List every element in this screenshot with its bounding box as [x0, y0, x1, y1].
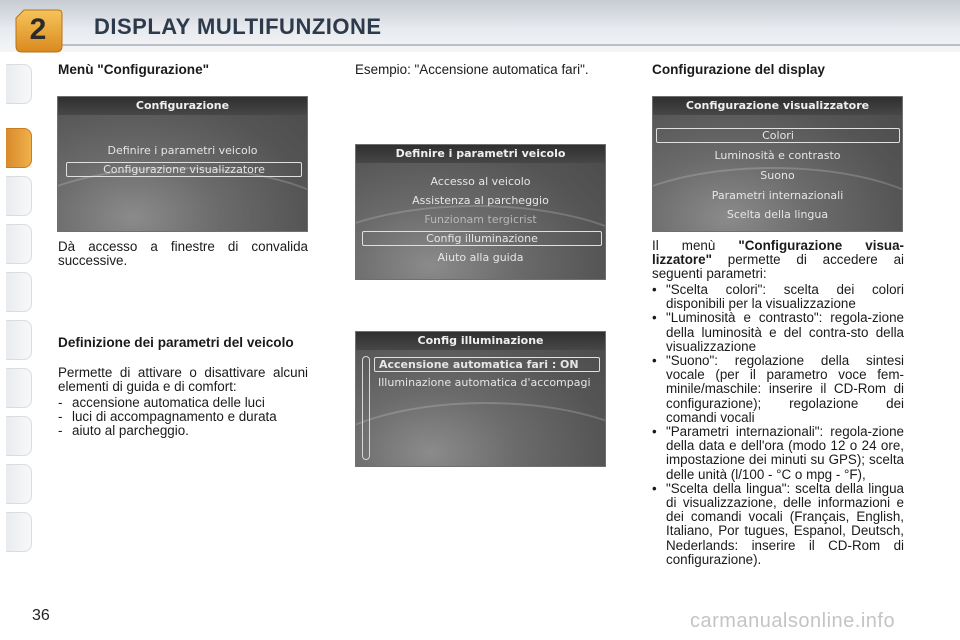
list-item: • "Scelta della lingua": scelta della lingua di visualizzazione, delle informazioni e dei comandi vocali (Français, English, Italiano, Por tugues, Espanol, Deutsch, Nederlands: inserire il CD-Rom di configurazione). — [652, 480, 904, 567]
chapter-tab-10[interactable] — [6, 512, 32, 552]
screen-item-selected: Accensione automatica fari : ON — [374, 357, 600, 372]
chapter-tab-7[interactable] — [6, 368, 32, 408]
screen-item: Funzionam tergicrist — [424, 213, 537, 226]
watermark: carmanualsonline.info — [690, 610, 896, 632]
screen-item: Assistenza al parcheggio — [412, 194, 549, 207]
screen-title: Config illuminazione — [356, 332, 605, 350]
list-item: • "Suono": regolazione della sintesi vocale (per il parametro voce fem-minile/maschile: inserire il CD-Rom di configurazione); regolazione dei comandi vocali — [652, 353, 904, 425]
example-intro: Esempio: "Accensione automatica fari". — [355, 62, 589, 77]
screen-swoosh — [355, 402, 606, 467]
screen-item: Aiuto alla guida — [437, 251, 524, 264]
screen-item: Luminosità e contrasto — [714, 149, 841, 162]
chapter-tab-5[interactable] — [6, 272, 32, 312]
screen-title: Definire i parametri veicolo — [356, 145, 605, 163]
screen-parametri-veicolo — [355, 144, 606, 280]
screen-item-selected: Colori — [656, 128, 900, 143]
config-description: Dà accesso a finestre di convalida successive. — [58, 239, 308, 269]
screen-title: Configurazione visualizzatore — [653, 97, 902, 115]
parametri-description: Permette di attivare o disattivare alcuni elementi di guida e di comfort: — [58, 365, 308, 395]
screen-item: Suono — [760, 169, 795, 182]
list-item: - luci di accompagnamento e durata — [58, 409, 277, 425]
section-heading-display: Configurazione del display — [652, 62, 825, 77]
chapter-number: 2 — [29, 13, 47, 46]
page-title: DISPLAY MULTIFUNZIONE — [94, 14, 382, 39]
list-item: - aiuto al parcheggio. — [58, 423, 189, 439]
chapter-tab-1[interactable] — [6, 64, 32, 104]
list-item: - accensione automatica delle luci — [58, 395, 265, 410]
screen-item: Illuminazione automatica d'accompagi — [378, 376, 591, 389]
screen-configurazione-visualizzatore — [652, 96, 903, 232]
chapter-tab-4[interactable] — [6, 224, 32, 264]
chapter-tab-2[interactable] — [6, 128, 32, 168]
parametri-list — [58, 396, 308, 439]
side-tab-strip — [0, 64, 36, 574]
section-heading-configurazione: Menù "Configurazione" — [58, 62, 210, 77]
display-parameters-list — [652, 283, 904, 567]
chapter-tab-8[interactable] — [6, 416, 32, 456]
screen-item: Accesso al veicolo — [430, 175, 531, 188]
page-number: 36 — [32, 607, 50, 624]
screen-item: Definire i parametri veicolo — [107, 144, 258, 157]
section-heading-parametri-veicolo: Definizione dei parametri del veicolo — [58, 335, 294, 350]
list-item: • "Luminosità e contrasto": regola-zione della luminosità e del contra-sto della visualizzazione — [652, 310, 904, 354]
chapter-tab-6[interactable] — [6, 320, 32, 360]
screen-configurazione — [57, 96, 308, 232]
display-intro: Il menù "Configurazione visua-lizzatore" permette di accedere ai seguenti parametri: — [652, 238, 904, 282]
screen-item-selected: Config illuminazione — [362, 231, 602, 246]
chapter-tab-3[interactable] — [6, 176, 32, 216]
chapter-tab-9[interactable] — [6, 464, 32, 504]
screen-item: Scelta della lingua — [726, 208, 829, 221]
screen-config-illuminazione — [355, 331, 606, 467]
list-item: • "Parametri internazionali": regola-zione della data e dell'ora (modo 12 o 24 ore, impostazione dei minuti su GPS); scelta delle unità (l/100 - °C o mpg - °F), — [652, 424, 904, 482]
list-item: • "Scelta colori": scelta dei colori disponibili per la visualizzazione — [652, 282, 904, 312]
screen-item-selected: Configurazione visualizzatore — [66, 162, 302, 177]
screen-title: Configurazione — [58, 97, 307, 115]
header-rule — [60, 44, 960, 46]
screen-item: Parametri internazionali — [711, 189, 844, 202]
screen-scrollbar — [362, 356, 370, 460]
